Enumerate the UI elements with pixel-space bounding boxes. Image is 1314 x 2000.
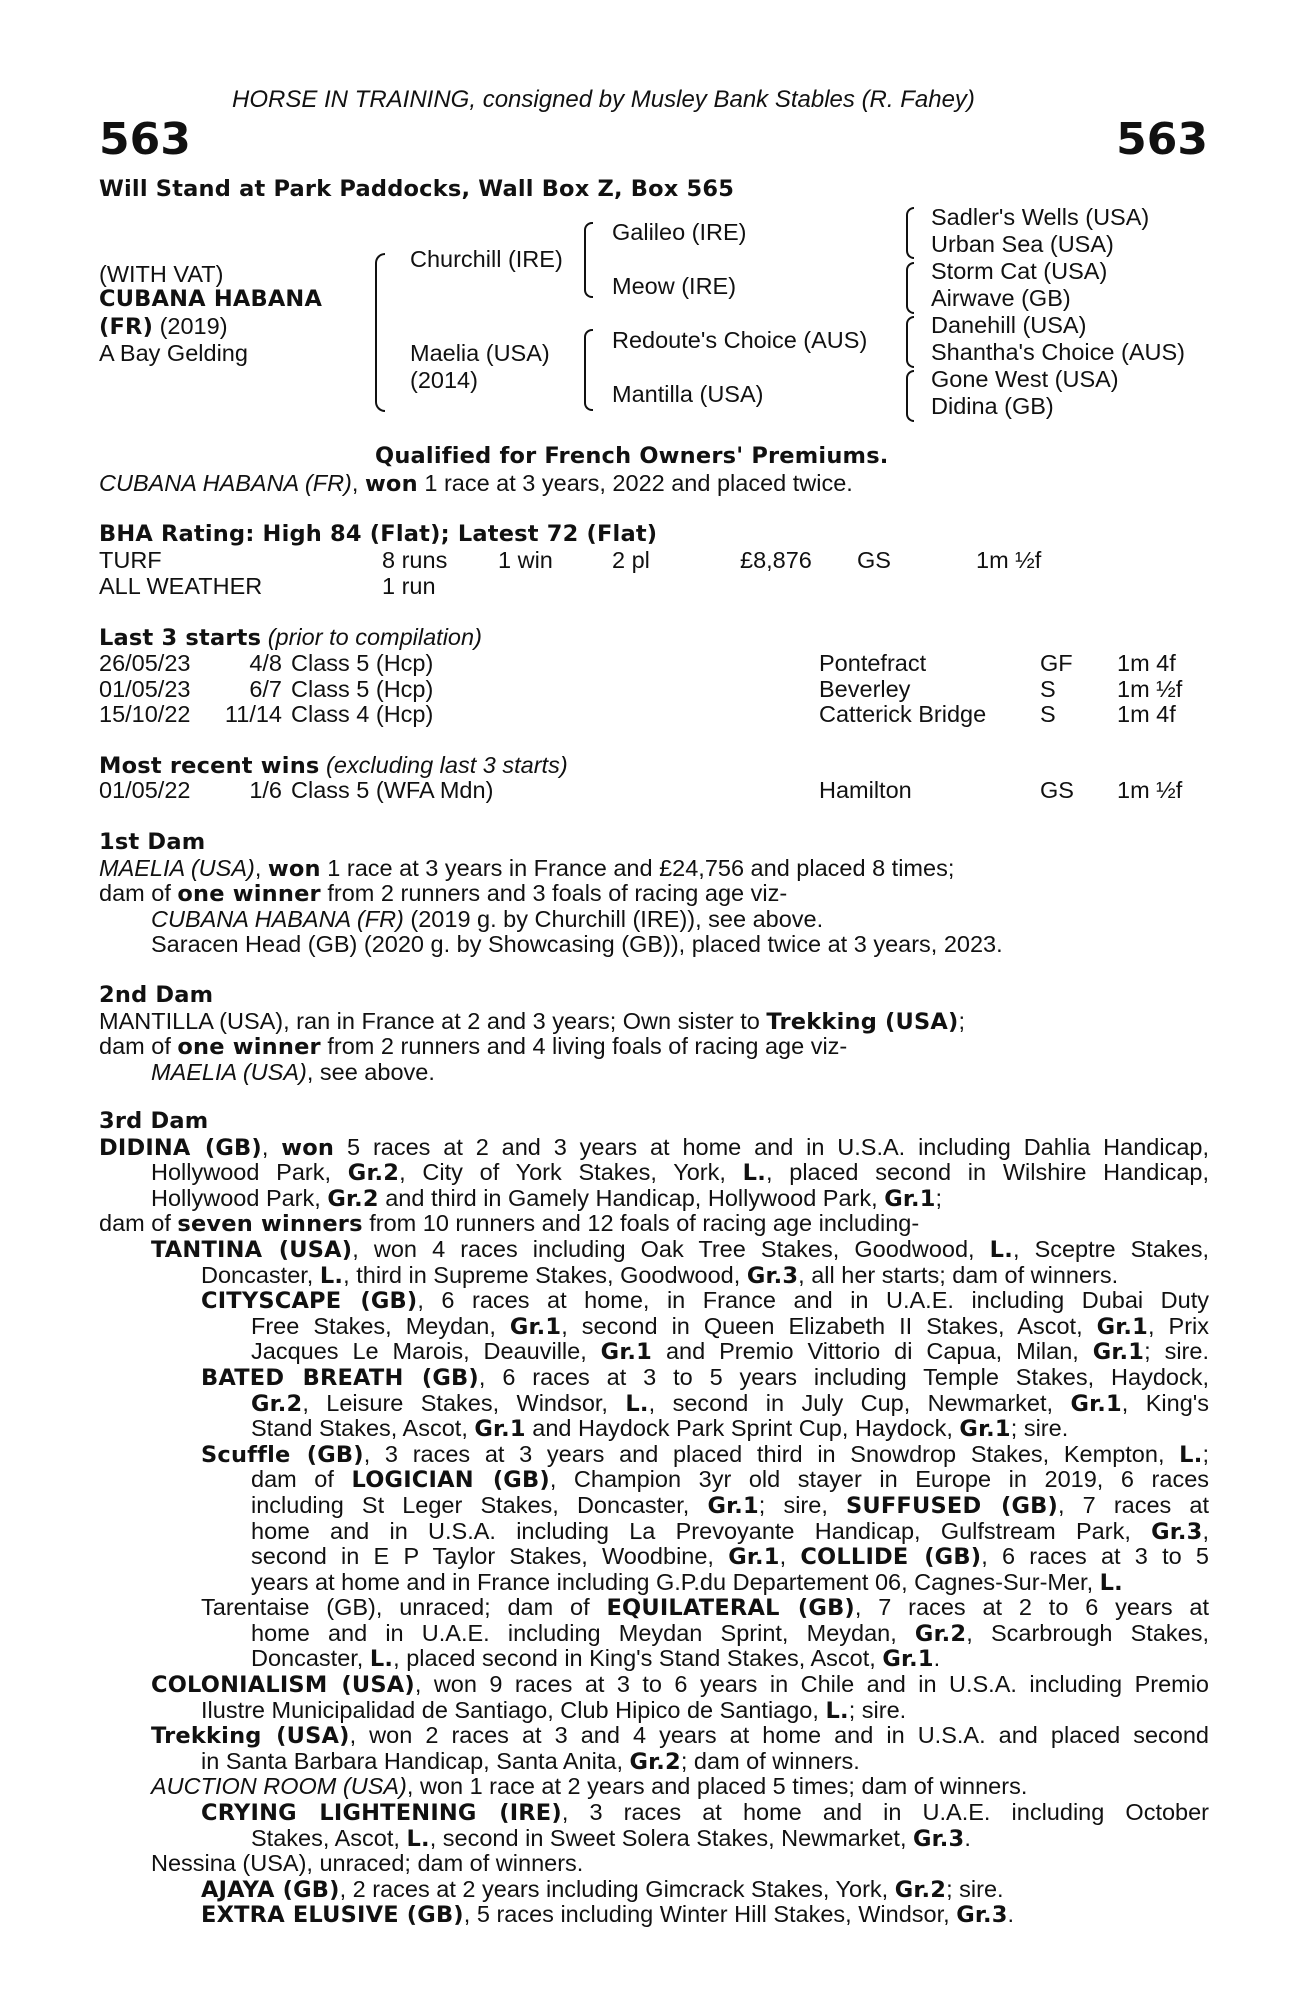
dam3-line-x <box>99 1723 1209 1749</box>
pedigree-dam: Maelia (USA) <box>410 340 550 366</box>
pedigree-sdd: Airwave (GB) <box>931 285 1071 311</box>
horse-origin <box>99 314 228 339</box>
dam3-m3: L. <box>1179 1441 1203 1468</box>
dam3-f3: , third in Supreme Stakes, Goodwood, <box>343 1261 747 1288</box>
dam3-f5: , all her starts; dam of winners. <box>798 1261 1119 1288</box>
dam3-ab4: Gr.3 <box>913 1825 965 1852</box>
dam3-u2: L. <box>369 1646 394 1673</box>
dam3-j2: , 6 races at 3 to 5 years including Temple Stakes, Haydock, <box>478 1363 1210 1390</box>
pedigree-dss: Danehill (USA) <box>931 312 1087 338</box>
dam3-c4: Gr.1 <box>884 1185 936 1212</box>
third-dam-section <box>99 1109 1209 1928</box>
dam3-w2: L. <box>825 1697 849 1724</box>
dam3-ab2: L. <box>406 1825 430 1852</box>
dam1-record: 1 race at 3 years in France and £24,756 and placed 8 times; <box>320 854 955 881</box>
first-dam-title: 1st Dam <box>99 829 206 855</box>
first-dam-line-2 <box>99 881 1209 907</box>
dam3-c2: Gr.2 <box>327 1185 379 1212</box>
dam3-won: won <box>281 1134 335 1161</box>
stand-location: Will Stand at Park Paddocks, Wall Box Z, Box 565 <box>99 176 735 202</box>
dam3-c5: ; <box>935 1184 943 1211</box>
dam3-t3: , Scarbrough Stakes, <box>966 1619 1210 1646</box>
dam3-l2: Gr.1 <box>474 1416 526 1443</box>
last-start-pos: 4/8 <box>249 650 282 676</box>
last-starts-note: (prior to compilation) <box>267 624 482 650</box>
last-start-date: 15/10/22 <box>99 701 191 728</box>
dam3-k2: , Leisure Stakes, Windsor, <box>302 1389 626 1416</box>
last-start-going: GF <box>1040 650 1073 676</box>
last-start-pos: 11/14 <box>224 701 282 728</box>
premiums-note: Qualified for French Owners' Premiums. <box>375 443 889 469</box>
dam3-c3: and third in Gamely Handicap, Hollywood Park, <box>378 1184 885 1211</box>
vat-note: (WITH VAT) <box>99 261 224 287</box>
turf-going: GS <box>857 547 891 573</box>
second-dam-line-1 <box>99 1009 1209 1035</box>
dam1-foal1-name: CUBANA HABANA (FR) <box>151 905 404 932</box>
dam3-k6: , King's <box>1121 1389 1209 1416</box>
rating-title: BHA Rating: High 84 (Flat); Latest 72 (Flat) <box>99 521 658 547</box>
dam3-v2: , won 9 races at 3 to 6 years in Chile and in U.S.A. including Premio <box>414 1671 1209 1698</box>
horse-year: (2019) <box>159 313 228 339</box>
dam3-line-t <box>99 1621 1209 1647</box>
dam1-runners: from 2 runners and 3 foals of racing age viz- <box>320 880 788 907</box>
dam3-h1: Free Stakes, Meydan, <box>251 1312 510 1339</box>
dam3-l3: and Haydock Park Sprint Cup, Haydock, <box>525 1415 960 1442</box>
dam3-s3: , 7 races at 2 to 6 years at <box>854 1594 1210 1621</box>
dam3-m1: Scuffle (GB) <box>201 1441 364 1468</box>
dam3-line-a <box>99 1135 1209 1161</box>
dam3-f1: Doncaster, <box>201 1261 320 1288</box>
dam3-i5: ; sire. <box>1144 1338 1209 1365</box>
dam3-i3: and Premio Vittorio di Capua, Milan, <box>652 1338 1093 1365</box>
dam3-q2: Gr.1 <box>728 1544 780 1571</box>
summary-horse: CUBANA HABANA (FR) <box>99 470 352 496</box>
pedigree-dam-sire: Redoute's Choice (AUS) <box>612 327 868 353</box>
dam3-line-ae <box>99 1902 1209 1928</box>
dam3-c1: Hollywood Park, <box>151 1184 328 1211</box>
pedigree-ddd: Didina (GB) <box>931 393 1054 419</box>
dam3-d2: seven winners <box>177 1211 363 1238</box>
aw-label: ALL WEATHER <box>99 573 263 599</box>
dam3-b2: Gr.2 <box>347 1160 400 1187</box>
second-dam-title: 2nd Dam <box>99 982 214 1008</box>
dam3-k5: Gr.1 <box>1070 1390 1122 1417</box>
dam3-f2: L. <box>319 1262 344 1289</box>
last-start-race: Class 5 (Hcp) <box>291 675 434 702</box>
dam3-d3: from 10 runners and 12 foals of racing age including- <box>362 1210 920 1237</box>
recent-win-pos: 1/6 <box>249 777 282 803</box>
dam3-e2: , won 4 races including Oak Tree Stakes, Goodwood, <box>352 1235 990 1262</box>
dam3-e3: L. <box>989 1236 1013 1263</box>
last-start-dist: 1m 4f <box>1117 650 1176 676</box>
dam3-aa1: CRYING LIGHTENING (IRE) <box>201 1800 562 1827</box>
dam3-line-aa <box>99 1800 1209 1826</box>
dam3-line-h <box>99 1314 1209 1340</box>
horse-name: CUBANA HABANA <box>99 286 323 312</box>
dam3-line-s <box>99 1595 1209 1621</box>
dam3-line-ab <box>99 1826 1209 1852</box>
dam3-q4: COLLIDE (GB) <box>800 1544 982 1571</box>
last-start-date: 26/05/23 <box>99 650 191 676</box>
dam3-t2: Gr.2 <box>914 1620 967 1647</box>
dam3-v1: COLONIALISM (USA) <box>151 1672 415 1699</box>
dam3-h5: , Prix <box>1147 1312 1209 1339</box>
dam3-b5: , placed second in Wilshire Handicap, <box>765 1159 1209 1186</box>
dam3-ab1: Stakes, Ascot, <box>251 1824 407 1851</box>
dam3-h4: Gr.1 <box>1096 1313 1148 1340</box>
first-dam-line-3 <box>99 907 1209 933</box>
dam3-n2: LOGICIAN (GB) <box>351 1467 550 1494</box>
dam3-u3: , placed second in King's Stand Stakes, Ascot, <box>393 1645 883 1672</box>
dam3-s1: Tarentaise (GB), unraced; dam of <box>201 1594 607 1621</box>
dam3-k3: L. <box>625 1390 649 1417</box>
last-start-going: S <box>1040 675 1056 702</box>
dam3-line-ad <box>99 1877 1209 1903</box>
dam3-o1: including St Leger Stakes, Doncaster, <box>251 1491 708 1518</box>
dam3-ae1: EXTRA ELUSIVE (GB) <box>201 1902 464 1929</box>
dam3-o5: , 7 races at <box>1057 1491 1210 1518</box>
dam3-p1: home and in U.S.A. including La Prevoyante Handicap, Gulfstream Park, <box>251 1517 1152 1544</box>
horse-country: (FR) <box>99 314 154 340</box>
pedigree-sire: Churchill (IRE) <box>410 246 563 272</box>
dam3-line-w <box>99 1698 1209 1724</box>
recent-win-race: Class 5 (WFA Mdn) <box>291 777 494 803</box>
second-dam-line-2 <box>99 1034 1209 1060</box>
dam3-y1: in Santa Barbara Handicap, Santa Anita, <box>201 1747 630 1774</box>
dam3-g1: CITYSCAPE (GB) <box>201 1288 418 1315</box>
dam3-e4: , Sceptre Stakes, <box>1012 1235 1210 1262</box>
turf-prize: £8,876 <box>740 547 812 573</box>
dam3-u4: Gr.1 <box>882 1646 934 1673</box>
dam3-line-u <box>99 1646 1209 1672</box>
last-start-course: Catterick Bridge <box>819 701 987 728</box>
dam3-o4: SUFFUSED (GB) <box>845 1492 1058 1519</box>
dam3-line-c <box>99 1186 1209 1212</box>
dam3-line-r <box>99 1570 1209 1596</box>
last-start-dist: 1m 4f <box>1117 701 1176 728</box>
aw-runs: 1 run <box>382 573 436 599</box>
dam3-aa2: , 3 races at home and in U.A.E. including October <box>561 1799 1210 1826</box>
dam3-k4: , second in July Cup, Newmarket, <box>648 1389 1071 1416</box>
dam3-l4: Gr.1 <box>959 1416 1011 1443</box>
dam3-x1: Trekking (USA) <box>151 1723 350 1750</box>
pedigree-brace-dd <box>906 370 914 422</box>
recent-wins-note: (excluding last 3 starts) <box>326 752 568 778</box>
pedigree-dam-year: (2014) <box>410 367 478 393</box>
dam3-i1: Jacques Le Marois, Deauville, <box>251 1338 601 1365</box>
dam3-line-q <box>99 1544 1209 1570</box>
dam3-line-e <box>99 1237 1209 1263</box>
dam3-b4: L. <box>742 1160 766 1187</box>
dam3-line-j <box>99 1365 1209 1391</box>
pedigree-brace-sd <box>906 262 914 314</box>
first-dam-line-1 <box>99 856 1209 882</box>
dam3-ad1: AJAYA (GB) <box>201 1876 340 1903</box>
dam3-t1: home and in U.A.E. including Meydan Sprint, Meydan, <box>251 1619 915 1646</box>
dam2-foal-name: MAELIA (USA) <box>151 1058 307 1085</box>
turf-label: TURF <box>99 547 162 573</box>
turf-wins: 1 win <box>498 547 553 573</box>
pedigree-dds: Gone West (USA) <box>931 366 1119 392</box>
pedigree-dam-dam: Mantilla (USA) <box>612 381 764 407</box>
lot-number-left: 563 <box>99 114 191 165</box>
dam3-z2: , won 1 race at 2 years and placed 5 times; dam of winners. <box>406 1773 1028 1800</box>
dam3-u1: Doncaster, <box>251 1645 370 1672</box>
dam3-w3: ; sire. <box>848 1696 907 1723</box>
dam3-q1: second in E P Taylor Stakes, Woodbine, <box>251 1543 729 1570</box>
dam2-sister: Trekking (USA) <box>766 1008 959 1035</box>
dam3-f4: Gr.3 <box>746 1262 799 1289</box>
pedigree-sds: Storm Cat (USA) <box>931 258 1108 284</box>
last-start-going: S <box>1040 701 1056 728</box>
dam3-line-l <box>99 1416 1209 1442</box>
dam3-name: DIDINA (GB) <box>99 1134 262 1161</box>
first-dam-section <box>99 830 1209 958</box>
second-dam-line-3 <box>99 1060 1209 1086</box>
dam3-line-g <box>99 1288 1209 1314</box>
dam3-r1: years at home and in France including G.P.du Departement 06, Cagnes-Sur-Mer, <box>251 1568 1100 1595</box>
dam3-line-f <box>99 1263 1209 1289</box>
recent-win-dist: 1m ½f <box>1117 777 1183 803</box>
pedigree-ssd: Urban Sea (USA) <box>931 231 1114 257</box>
dam3-m2: , 3 races at 3 years and placed third in Snowdrop Stakes, Kempton, <box>363 1440 1180 1467</box>
dam3-line-d <box>99 1211 1209 1237</box>
pedigree-sire-dam: Meow (IRE) <box>612 273 737 299</box>
dam3-line-y <box>99 1749 1209 1775</box>
dam2-winners: one winner <box>177 1034 321 1061</box>
dam3-line-v <box>99 1672 1209 1698</box>
dam3-g2: , 6 races at home, in France and in U.A.E. including Dubai Duty <box>417 1287 1209 1314</box>
dam3-line-n <box>99 1467 1209 1493</box>
turf-placed: 2 pl <box>612 547 650 573</box>
dam3-a2: , <box>261 1133 282 1160</box>
dam3-line-p <box>99 1519 1209 1545</box>
dam3-x2: , won 2 races at 3 and 4 years at home and in U.S.A. and placed second <box>349 1722 1209 1749</box>
dam3-line-b <box>99 1160 1209 1186</box>
dam3-q5: , 6 races at 3 to 5 <box>981 1543 1209 1570</box>
recent-win-going: GS <box>1040 777 1074 803</box>
dam3-line-k <box>99 1391 1209 1417</box>
last-start-pos: 6/7 <box>249 675 282 702</box>
dam1-foal1-info: (2019 g. by Churchill (IRE)), see above. <box>403 905 824 932</box>
pedigree-brace-ss <box>906 207 914 259</box>
last-start-dist: 1m ½f <box>1117 675 1183 702</box>
recent-win-course: Hamilton <box>819 777 912 803</box>
dam3-n3: , Champion 3yr old stayer in Europe in 2019, 6 races <box>549 1466 1210 1493</box>
pedigree-brace-sire <box>584 222 593 298</box>
dam3-ae3: Gr.3 <box>956 1902 1008 1929</box>
dam3-o2: Gr.1 <box>707 1492 759 1519</box>
dam3-l1: Stand Stakes, Ascot, <box>251 1415 475 1442</box>
dam3-s2: EQUILATERAL (GB) <box>606 1595 855 1622</box>
dam3-q3: , <box>779 1543 801 1570</box>
dam3-line-z <box>99 1774 1209 1800</box>
dam3-line-m <box>99 1442 1209 1468</box>
dam1-name: MAELIA (USA) <box>99 854 255 881</box>
dam3-j1: BATED BREATH (GB) <box>201 1364 479 1391</box>
dam3-z1: AUCTION ROOM (USA) <box>151 1773 407 1800</box>
summary-won: won <box>364 471 418 497</box>
dam3-r2: L. <box>1099 1569 1123 1596</box>
dam3-u5: . <box>933 1645 941 1672</box>
dam3-d1: dam of <box>99 1210 178 1237</box>
turf-distance: 1m ½f <box>976 547 1042 573</box>
last-starts-heading: Last 3 starts <box>99 625 262 651</box>
dam3-ad4: ; sire. <box>946 1875 1004 1902</box>
recent-wins-title <box>99 753 568 778</box>
consignment-line: HORSE IN TRAINING, consigned by Musley Bank Stables (R. Fahey) <box>232 86 975 113</box>
dam3-w1: Ilustre Municipalidad de Santiago, Club Hipico de Santiago, <box>201 1696 826 1723</box>
pedigree-brace-dam <box>584 329 593 411</box>
dam3-ae2: , 5 races including Winter Hill Stakes, Windsor, <box>463 1901 957 1928</box>
dam3-line-ac: Nessina (USA), unraced; dam of winners. <box>151 1850 584 1877</box>
dam3-ad3: Gr.2 <box>894 1876 947 1903</box>
dam3-h2: Gr.1 <box>509 1313 562 1340</box>
dam2-foal-info: , see above. <box>306 1058 435 1085</box>
dam3-ab3: , second in Sweet Solera Stakes, Newmarket, <box>429 1824 914 1851</box>
summary-rest: 1 race at 3 years, 2022 and placed twice. <box>417 470 853 496</box>
dam3-ae4: . <box>1007 1901 1015 1928</box>
dam1-won: won <box>267 855 321 882</box>
dam3-b1: Hollywood Park, <box>151 1159 348 1186</box>
dam3-h3: , second in Queen Elizabeth II Stakes, Ascot, <box>561 1312 1097 1339</box>
dam3-line-o <box>99 1493 1209 1519</box>
pedigree-sire-sire: Galileo (IRE) <box>612 219 747 245</box>
dam1-sep: , <box>254 854 268 881</box>
dam3-y3: ; dam of winners. <box>680 1747 860 1774</box>
dam2-text: MANTILLA (USA), ran in France at 2 and 3 years; Own sister to <box>99 1007 767 1034</box>
pedigree-brace-ds <box>906 316 914 368</box>
race-summary: CUBANA HABANA (FR), won 1 race at 3 years, 2022 and placed twice. <box>99 470 853 497</box>
pedigree-dsd: Shantha's Choice (AUS) <box>931 339 1185 365</box>
horse-description: A Bay Gelding <box>99 340 248 366</box>
dam3-p2: Gr.3 <box>1151 1518 1203 1545</box>
last-start-date: 01/05/23 <box>99 675 191 702</box>
dam1-damof: dam of <box>99 880 178 907</box>
pedigree-sss: Sadler's Wells (USA) <box>931 204 1150 230</box>
dam3-o3: ; sire, <box>758 1491 846 1518</box>
pedigree-brace-main <box>375 253 385 412</box>
second-dam-section <box>99 983 1209 1085</box>
last-start-race: Class 5 (Hcp) <box>291 650 434 676</box>
dam3-p3: , <box>1202 1517 1209 1544</box>
lot-number-right: 563 <box>1116 114 1208 165</box>
dam3-b3: , City of York Stakes, York, <box>399 1159 743 1186</box>
dam3-i2: Gr.1 <box>600 1339 653 1366</box>
dam3-k1: Gr.2 <box>251 1390 303 1417</box>
last-start-course: Beverley <box>819 675 911 702</box>
dam2-damof: dam of <box>99 1033 178 1060</box>
dam1-winners: one winner <box>177 881 321 908</box>
dam2-sep: ; <box>958 1007 966 1034</box>
dam2-runners: from 2 runners and 4 living foals of racing age viz- <box>320 1033 848 1060</box>
turf-runs: 8 runs <box>382 547 448 573</box>
dam3-line-i <box>99 1339 1209 1365</box>
dam3-ab5: . <box>964 1824 971 1851</box>
last-starts-title <box>99 625 482 650</box>
third-dam-title: 3rd Dam <box>99 1108 209 1134</box>
last-start-course: Pontefract <box>819 650 927 676</box>
dam3-l5: ; sire. <box>1010 1415 1069 1442</box>
last-start-race: Class 4 (Hcp) <box>291 701 434 728</box>
dam3-ad2: , 2 races at 2 years including Gimcrack Stakes, York, <box>339 1875 895 1902</box>
dam3-y2: Gr.2 <box>629 1748 681 1775</box>
dam3-m4: ; <box>1202 1440 1209 1467</box>
dam3-e1: TANTINA (USA) <box>151 1236 353 1263</box>
first-dam-line-4: Saracen Head (GB) (2020 g. by Showcasing (GB)), placed twice at 3 years, 2023. <box>151 931 1003 958</box>
recent-wins-heading: Most recent wins <box>99 753 320 779</box>
recent-win-date: 01/05/22 <box>99 777 191 803</box>
dam3-n1: dam of <box>251 1466 352 1493</box>
dam3-a4: 5 races at 2 and 3 years at home and in U.S.A. including Dahlia Handicap, <box>334 1133 1209 1160</box>
dam3-i4: Gr.1 <box>1092 1339 1145 1366</box>
